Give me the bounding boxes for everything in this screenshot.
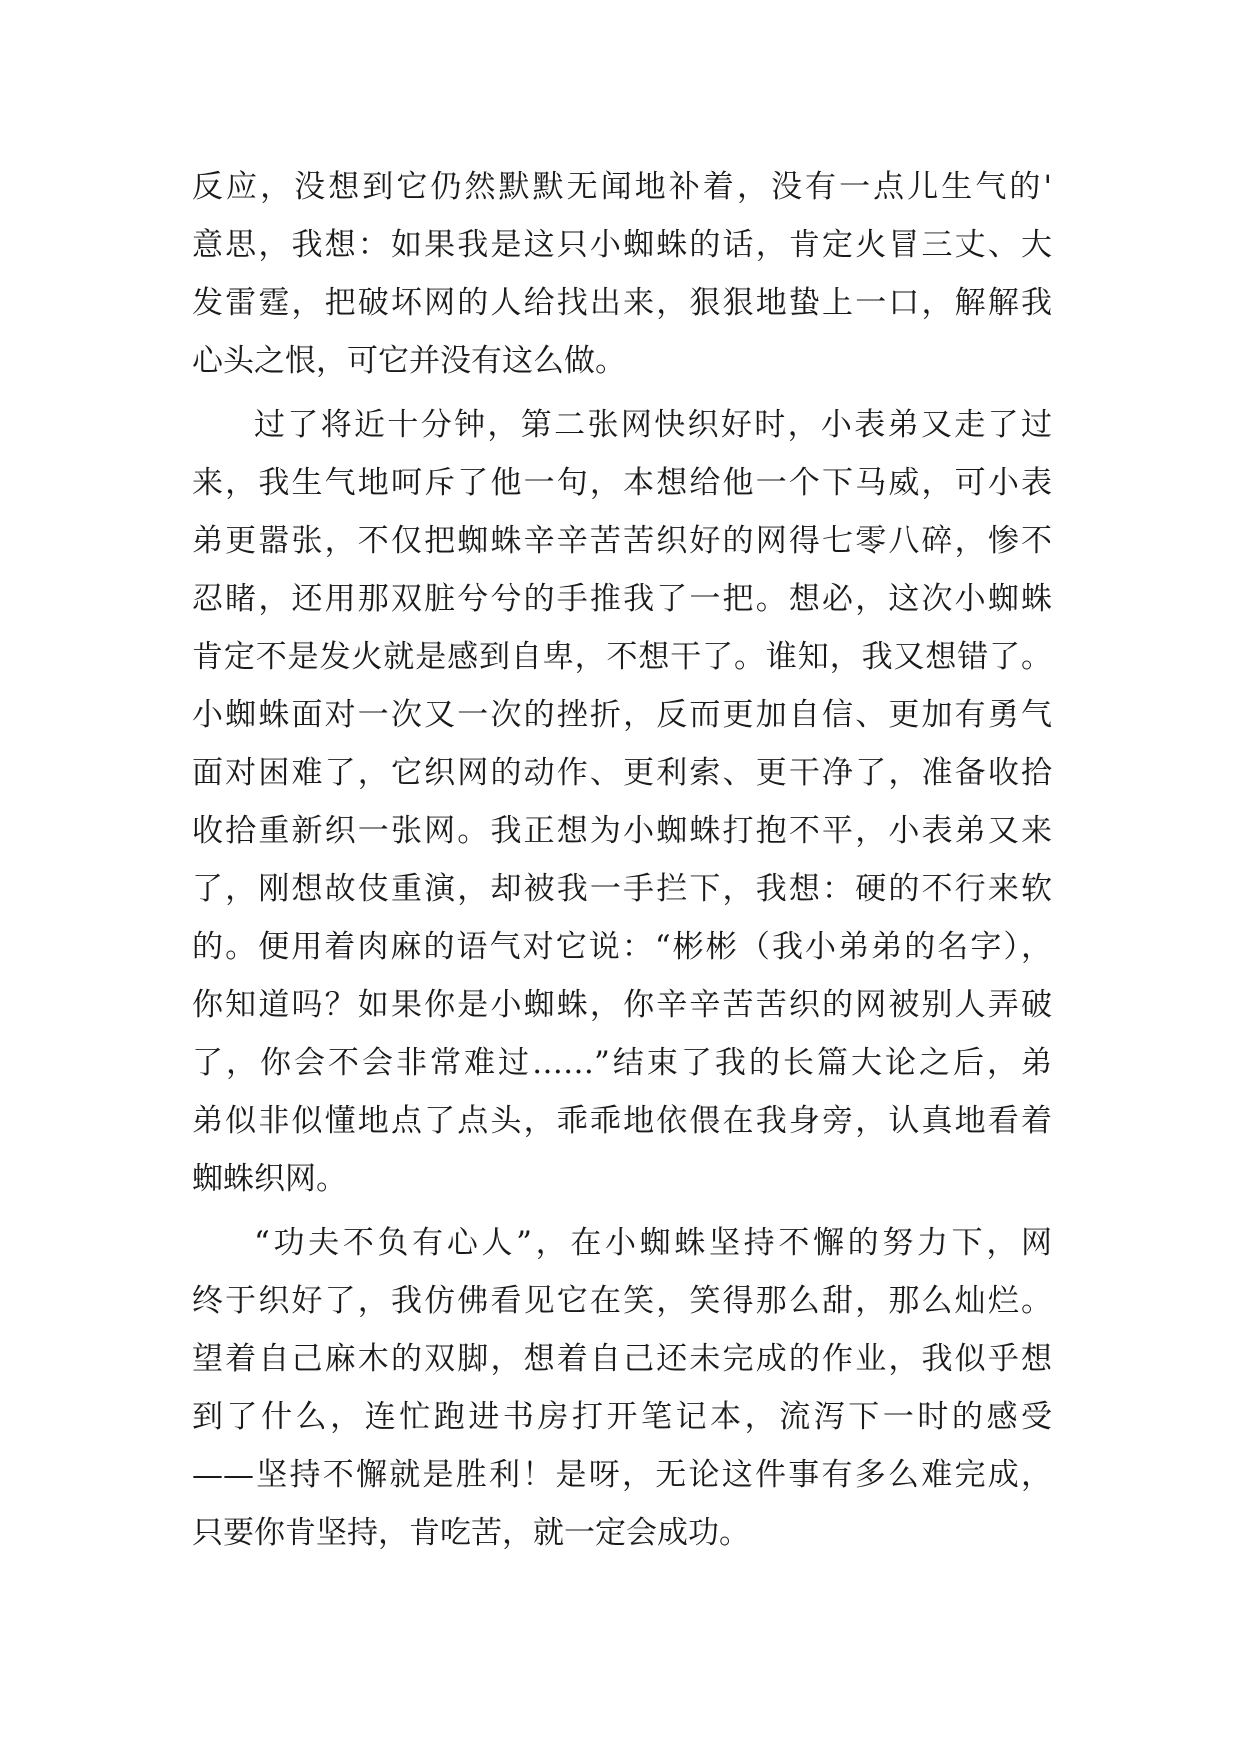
paragraph-line: 心头之恨，可它并没有这么做。 [192,343,626,379]
paragraph-line: 望着自己麻木的双脚，想着自己还未完成的作业，我似乎想 [192,1341,1052,1377]
paragraph-line: ——坚持不懈就是胜利！是呀，无论这件事有多么难完成， [192,1457,1052,1493]
paragraph-line: 发雷霆，把破坏网的人给找出来，狠狠地蛰上一口，解解我 [192,285,1052,321]
paragraph-line: 弟更嚣张，不仅把蜘蛛辛辛苦苦织好的网得七零八碎，惨不 [192,523,1052,559]
paragraph-line: “功夫不负有心人”，在小蜘蛛坚持不懈的努力下，网 [254,1225,1052,1261]
paragraph-line: 小蜘蛛面对一次又一次的挫折，反而更加自信、更加有勇气 [192,697,1052,733]
paragraph-line: 反应，没想到它仍然默默无闻地补着，没有一点儿生气的' [192,169,1052,205]
paragraph-1 [192,158,1052,390]
paragraph-line: 肯定不是发火就是感到自卑，不想干了。谁知，我又想错了。 [192,639,1052,675]
paragraph-line: 意思，我想：如果我是这只小蜘蛛的话，肯定火冒三丈、大 [192,227,1052,263]
paragraph-3 [192,1214,1052,1562]
paragraph-line: 收拾重新织一张网。我正想为小蜘蛛打抱不平，小表弟又来 [192,813,1052,849]
document-body [192,158,1052,1562]
paragraph-line: 过了将近十分钟，第二张网快织好时，小表弟又走了过 [254,407,1052,443]
paragraph-line: 到了什么，连忙跑进书房打开笔记本，流泻下一时的感受 [192,1399,1052,1435]
paragraph-line: 蜘蛛织网。 [192,1161,347,1197]
paragraph-line: 了，刚想故伎重演，却被我一手拦下，我想：硬的不行来软 [192,871,1052,907]
paragraph-line: 弟似非似懂地点了点头，乖乖地依偎在我身旁，认真地看着 [192,1103,1052,1139]
paragraph-2 [192,396,1052,1208]
paragraph-line: 你知道吗？如果你是小蜘蛛，你辛辛苦苦织的网被别人弄破 [192,987,1052,1023]
paragraph-line: 终于织好了，我仿佛看见它在笑，笑得那么甜，那么灿烂。 [192,1283,1052,1319]
paragraph-line: 只要你肯坚持，肯吃苦，就一定会成功。 [192,1515,750,1551]
paragraph-line: 面对困难了，它织网的动作、更利索、更干净了，准备收拾 [192,755,1052,791]
paragraph-line: 的。便用着肉麻的语气对它说：“彬彬（我小弟弟的名字）， [192,929,1052,965]
paragraph-line: 忍睹，还用那双脏兮兮的手推我了一把。想必，这次小蜘蛛 [192,581,1052,617]
paragraph-line: 来，我生气地呵斥了他一句，本想给他一个下马威，可小表 [192,465,1052,501]
paragraph-line: 了，你会不会非常难过……”结束了我的长篇大论之后，弟 [192,1045,1052,1081]
